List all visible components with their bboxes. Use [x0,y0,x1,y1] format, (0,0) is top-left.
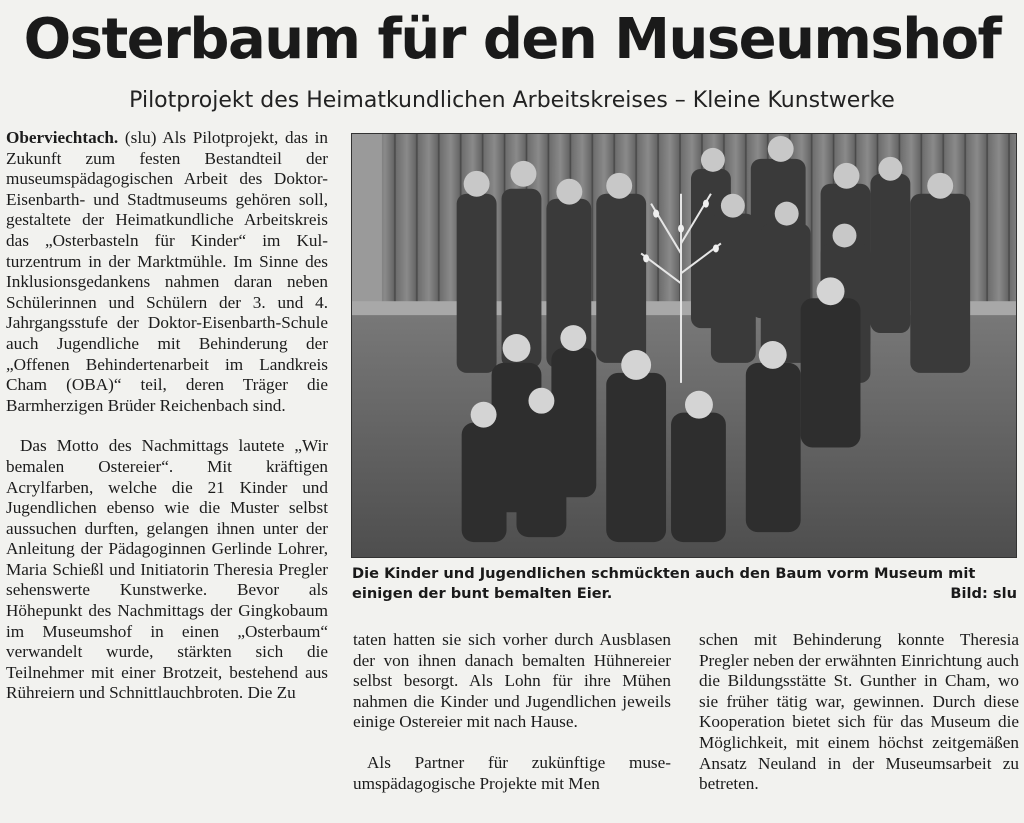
photo-caption-text: Die Kinder und Jugendlichen schmückten auch den Baum vorm Museum mit einigen der bunt bemalten Eier. [352,565,976,602]
text-column-1 [6,128,328,818]
text-column-3 [699,630,1019,820]
paragraph-1-text: (slu) Als Pilotprojekt, das in Zukunft zum festen Bestandteil der museumspädagogischen Arbeit des Doktor-Eisenbarth- und Stadtmuseums gehören soll, gestaltete der Heimatkundliche Arbeitskreis das „Osterbasteln für Kinder“ im Kulturzentrum in der Marktmühle. Im Sinne des Inklusionsgedankens nahmen daran neben Schülerinnen und Schülern der 3. und 4. Jahrgangsstufe der Doktor-Eisenbarth-Schule auch Jugendliche mit Behinderung der „Offenen Behindertenarbeit im Landkreis Cham (OBA)“ teil, deren Träger die Barmherzigen Brüder Reichenbach sind. [6,128,329,415]
photo-credit: Bild: slu [950,585,1017,602]
article-headline: Osterbaum für den Museumshof [23,7,1001,72]
paragraph-3: Als Partner für zukünftige museumspädagogische Projekte mit Men [353,752,671,793]
paragraph-1 [6,128,328,416]
dateline: Oberviechtach. [6,128,119,147]
paragraph-2-continued: taten hatten sie sich vorher durch Ausblasen der von ihnen danach bemalten Hühnereier selbst besorgt. Als Lohn für ihre Mühen nahmen die Kinder und Jugendlichen jeweils einige Ostereier mit nach Hause. [353,630,671,732]
photo-caption [352,564,1017,610]
paragraph-2: Das Motto des Nachmittags lautete „Wir bemalen Ostereier“. Mit kräftigen Acrylfarben, welche die 21 Kinder und Jugendlichen ebenso wie die Muster selbst aussuchen durften, gelangen ihnen unter der Anleitung der Pädagoginnen Gerlinde Lohrer, Maria Schießl und Initiatorin Theresia Pregler sehenswerte Kunstwerke. Bevor als Höhepunkt des Nachmittags der Gingkobaum im Museumshof in einen „Osterbaum“ verwandelt wurde, stärkten sich die Teilnehmer mit einer Brotzeit, bestehend aus Rühreiern und Schnittlauchbroten. Die Zu [6,436,328,703]
paragraph-3-continued: schen mit Behinderung konnte Theresia Pregler neben der erwähnten Einrichtung auch die Bildungsstätte St. Gunther in Cham, wo sie früher tätig war, gewinnen. Durch diese Kooperation bietet sich für das Museum die Möglichkeit, mit einem höchst zeitgemäßen Ansatz Neuland in der Museumsarbeit zu betreten. [699,630,1019,794]
group-photo-image [352,134,1016,557]
text-column-2 [353,630,671,820]
group-photo [351,133,1017,558]
article-subheadline: Pilotprojekt des Heimatkundlichen Arbeitskreises – Kleine Kunstwerke [129,88,895,113]
